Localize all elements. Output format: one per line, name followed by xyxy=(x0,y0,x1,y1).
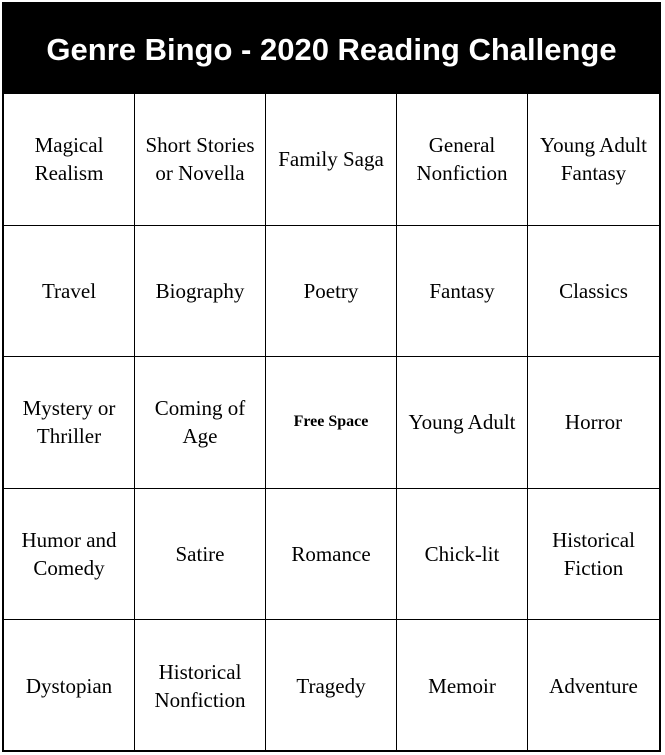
bingo-cell: Fantasy xyxy=(397,226,528,358)
bingo-cell: Magical Realism xyxy=(4,94,135,226)
bingo-cell: Chick-lit xyxy=(397,489,528,621)
bingo-cell: Romance xyxy=(266,489,397,621)
bingo-cell: Dystopian xyxy=(4,620,135,752)
bingo-cell: Young Adult xyxy=(397,357,528,489)
bingo-cell: Classics xyxy=(528,226,659,358)
bingo-cell: General Nonfiction xyxy=(397,94,528,226)
free-space-cell: Free Space xyxy=(266,357,397,489)
bingo-cell: Historical Fiction xyxy=(528,489,659,621)
bingo-card xyxy=(2,2,661,752)
bingo-cell: Adventure xyxy=(549,673,638,698)
bingo-cell: Humor and Comedy xyxy=(4,489,135,621)
bingo-cell: Coming of Age xyxy=(135,357,266,489)
bingo-cell: Travel xyxy=(4,226,135,358)
bingo-cell: Tragedy xyxy=(266,620,397,752)
bingo-cell: Short Stories or Novella xyxy=(135,94,266,226)
bingo-cell: Historical Nonfiction xyxy=(135,620,266,752)
bingo-grid xyxy=(4,94,659,751)
bingo-cell: Family Saga xyxy=(266,94,397,226)
bingo-cell: Memoir xyxy=(397,620,528,752)
bingo-cell: Poetry xyxy=(266,226,397,358)
bingo-cell: Biography xyxy=(135,226,266,358)
bingo-cell: Mystery or Thriller xyxy=(4,357,135,489)
bingo-cell: Horror xyxy=(528,357,659,489)
bingo-cell: Young Adult Fantasy xyxy=(528,94,659,226)
bingo-cell: Satire xyxy=(135,489,266,621)
page-title: Genre Bingo - 2020 Reading Challenge xyxy=(4,4,659,94)
